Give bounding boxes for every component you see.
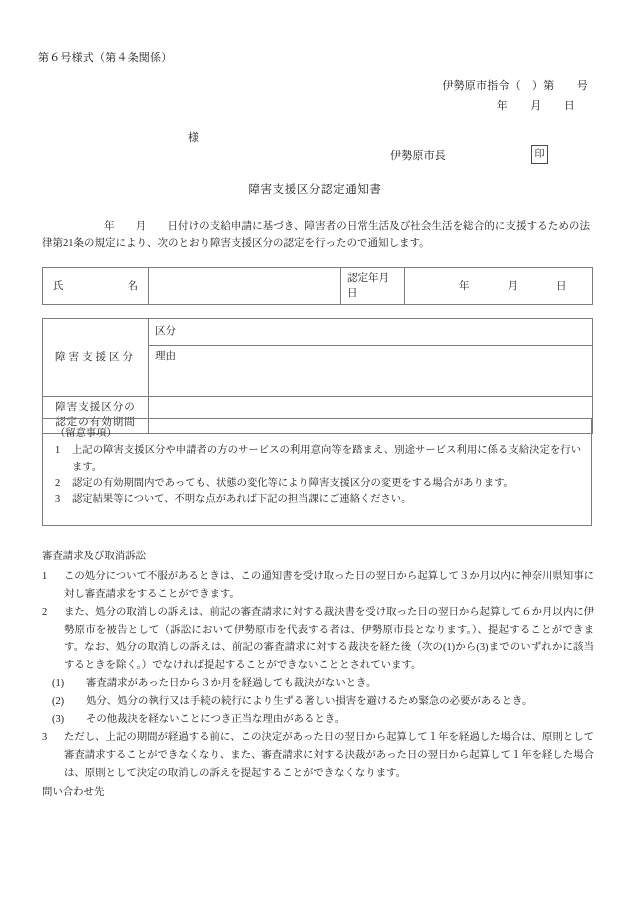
validity-label-line-2: 認定の有効期間 [55,417,136,429]
date-day-unit: 日 [556,280,567,292]
seal-box: 印 [531,145,548,164]
appeal-heading: 審査請求及び取消訴訟 [42,551,146,562]
validity-label-line-1: 障害支援区分の [55,402,136,413]
note-marker: 2 [55,477,61,489]
note-marker: 3 [55,494,61,506]
appeal-text: この処分について不服があるときは、この通知書を受け取った日の翌日から起算して３か月以内に神奈川県知事に対し審査請求をすることができます。 [64,570,594,600]
appeal-sub-marker: (2) [52,696,65,708]
appeal-marker: 3 [42,731,48,743]
page-title: 障害支援区分認定通知書 [248,184,382,196]
applicant-name-table [42,267,593,305]
reason-label-cell[interactable]: 理由 [149,346,593,397]
certification-date-label-cell: 認定年月日 [341,268,405,305]
note-item [55,443,581,476]
note-marker: 1 [55,445,61,457]
intro-paragraph: 年 月 日付けの支給申請に基づき、障害者の日常生活及び社会生活を総合的に支援するための法律第21条の規定により、次のとおり障害支援区分の認定を行ったので通知します。 [42,221,590,249]
date-year-unit: 年 [459,280,470,292]
table-row [43,319,593,346]
table-row [43,268,593,305]
appeal-sub-marker: (1) [52,678,65,690]
appeal-sub-item [42,675,594,693]
support-category-table [42,318,593,434]
appeal-sub-item [42,711,594,729]
appeal-item [42,568,594,604]
appeal-marker: 1 [42,570,48,582]
note-item [55,492,581,508]
support-category-label-cell: 障害支援区分 [43,319,149,397]
division-label-cell: 区分 [149,319,593,346]
directive-number: 伊勢原市指令（ ）第 号 [442,80,588,92]
appeal-sub-item [42,693,594,711]
notes-heading: （留意事項） [55,428,117,439]
name-label-cell [43,268,149,305]
appeal-sub-text: 審査請求があった日から３か月を経過しても裁決がないとき。 [86,678,377,690]
name-label-first: 氏 [53,280,64,292]
contact-label: 問い合わせ先 [42,786,105,798]
appeal-text: ただし、上記の期間が経過する前に、この決定があった日の翌日から起算して１年を経過した場合は、原則として審査請求することができなくなり、また、審査請求に対する決裁があった日の翌日から起算して１年を経した場合は、原則として決定の取消しの訴えを提起することができなくなります。 [64,731,594,779]
form-number: 第６号様式（第４条関係） [38,52,173,64]
date-month-unit: 月 [507,280,518,292]
appeal-section [42,548,594,801]
appeal-sub-marker: (3) [52,714,65,726]
recipient-honorific: 様 [188,132,199,144]
appeal-sub-text: 処分、処分の執行又は手続の続行により生ずる著しい損害を避けるため緊急の必要があるとき。 [86,696,533,708]
name-value-cell[interactable] [149,268,341,305]
issuer-name: 伊勢原市長 [390,150,446,162]
appeal-sub-text: その他裁決を経ないことにつき正当な理由があるとき。 [86,714,346,726]
appeal-text: また、処分の取消しの訴えは、前記の審査請求に対する裁決書を受け取った日の翌日から起算して６か月以内に伊勢原市を被告として（訴訟において伊勢原市を代表する者は、伊勢原市長となります。）、提起することができます。なお、処分の取消しの訴えは、前記の審査請求に対する裁決を経た後（次の(1)から(3)までのいずれかに該当するときを除く。）でなければ提起することができないこととされています。 [64,606,594,672]
note-text: 認定の有効期間内であっても、状態の変化等により障害支援区分の変更をする場合があります。 [72,477,514,489]
note-text: 上記の障害支援区分や申請者の方のサービスの利用意向等を踏まえ、別途サービス利用に係る支給決定を行います。 [72,445,581,473]
notes-box [42,418,592,526]
name-label-second: 名 [127,280,138,292]
appeal-marker: 2 [42,606,48,618]
appeal-item [42,604,594,676]
issue-date: 年 月 日 [496,100,575,112]
note-item [55,476,581,492]
note-text: 認定結果等について、不明な点があれば下記の担当課にご連絡ください。 [72,494,412,506]
appeal-item [42,729,594,783]
certification-date-value-cell[interactable] [405,268,593,305]
